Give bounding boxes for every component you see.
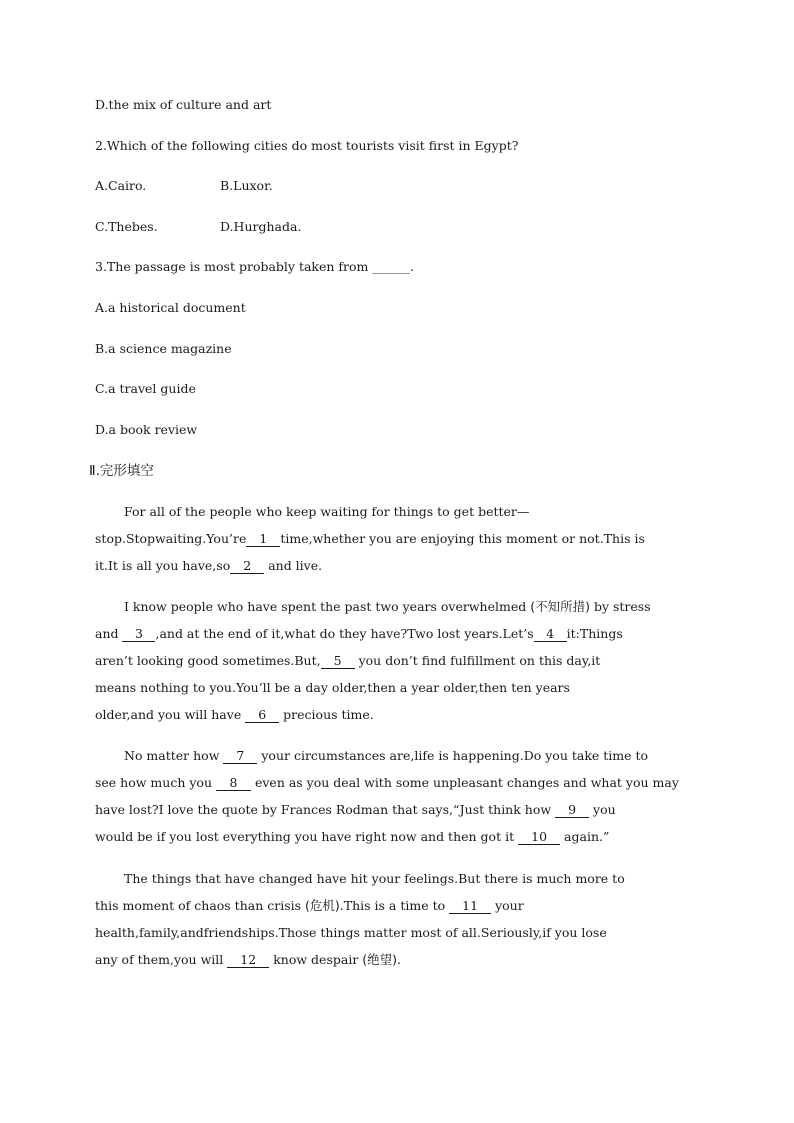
text-run: older,and you will have [95, 707, 246, 722]
blank-1: 1 [246, 532, 280, 547]
blank-12: 12 [227, 953, 269, 968]
text-run: (危机) [305, 898, 340, 913]
text-run: No matter how [124, 748, 224, 763]
text-run: it.It is all you have,so [95, 558, 231, 573]
text-run: . [397, 952, 402, 967]
q3-stem: 3.The passage is most probably taken from ______. [95, 259, 414, 274]
p3-line-2 [95, 769, 705, 796]
section-heading: Ⅱ.完形填空 [89, 463, 154, 479]
q2-option-c: C.Thebes. [95, 219, 158, 234]
blank-11: 11 [449, 899, 491, 914]
paragraph-3 [95, 742, 705, 850]
p2-line-3 [95, 647, 705, 674]
text-run: by stress [589, 599, 651, 614]
p4-line-4 [95, 946, 705, 973]
q3-option-b: B.a science magazine [95, 341, 232, 356]
blank-7: 7 [223, 749, 257, 764]
paragraph-1 [95, 498, 705, 579]
text-run: your circumstances are,life is happening.Do you take time to [257, 748, 649, 763]
blank-8: 8 [216, 776, 251, 791]
paragraph-4 [95, 865, 705, 973]
blank-10: 10 [518, 830, 560, 845]
p1-line-1: For all of the people who keep waiting for things to get better— [124, 504, 530, 519]
p4-line-2 [95, 892, 705, 919]
paragraph-2 [95, 593, 705, 728]
text-run: would be if you lost everything you have right now and then got it [95, 829, 519, 844]
q2-stem: 2.Which of the following cities do most tourists visit first in Egypt? [95, 138, 519, 153]
text-run: again.” [560, 829, 610, 844]
p2-line-4: means nothing to you.You’ll be a day older,then a year older,then ten years [95, 680, 570, 695]
p2-line-5 [95, 701, 705, 728]
text-run: have lost?I love the quote by Frances Rodman that says,“Just think how [95, 802, 556, 817]
text-run: aren’t looking good sometimes.But, [95, 653, 321, 668]
text-run: your [491, 898, 524, 913]
text-run: time,whether you are enjoying this moment or not.This is [280, 531, 645, 546]
q2-option-a: A.Cairo. [95, 178, 147, 193]
p3-line-3 [95, 796, 705, 823]
p4-line-1: The things that have changed have hit your feelings.But there is much more to [124, 871, 625, 886]
text-run: I know people who have spent the past two years overwhelmed [124, 599, 531, 614]
q1-option-d: D.the mix of culture and art [95, 97, 272, 112]
q2-option-d: D.Hurghada. [220, 219, 302, 234]
text-run: (不知所措) [530, 599, 590, 614]
text-run: you don’t find fulfillment on this day,it [354, 653, 601, 668]
p2-line-2 [95, 620, 705, 647]
q2-option-b: B.Luxor. [220, 178, 273, 193]
blank-3: 3 [122, 627, 155, 642]
blank-4: 4 [534, 627, 567, 642]
blank-5: 5 [321, 654, 355, 669]
p1-line-2 [95, 525, 705, 552]
text-run: know despair [269, 952, 363, 967]
text-run: and [95, 626, 123, 641]
text-run: ,and at the end of it,what do they have?Two lost years.Let’s [155, 626, 534, 641]
q3-option-d: D.a book review [95, 422, 198, 437]
p3-line-4 [95, 823, 705, 850]
p2-line-1 [95, 593, 705, 620]
text-run: precious time. [279, 707, 374, 722]
text-run: .This is a time to [339, 898, 450, 913]
p1-line-3 [95, 552, 705, 579]
q3-option-a: A.a historical document [95, 300, 246, 315]
blank-2: 2 [230, 559, 264, 574]
text-run: (绝望) [362, 952, 398, 967]
text-run: stop.Stopwaiting.You’re [95, 531, 247, 546]
p3-line-1 [95, 742, 705, 769]
text-run: and live. [264, 558, 323, 573]
text-run: see how much you [95, 775, 216, 790]
blank-9: 9 [555, 803, 589, 818]
blank-6: 6 [245, 708, 279, 723]
text-run: even as you deal with some unpleasant changes and what you may [250, 775, 679, 790]
text-run: any of them,you will [95, 952, 228, 967]
text-run: it:Things [566, 626, 623, 641]
p4-line-3: health,family,andfriendships.Those things matter most of all.Seriously,if you lose [95, 925, 607, 940]
text-run: this moment of chaos than crisis [95, 898, 306, 913]
text-run: you [589, 802, 616, 817]
q3-option-c: C.a travel guide [95, 381, 196, 396]
